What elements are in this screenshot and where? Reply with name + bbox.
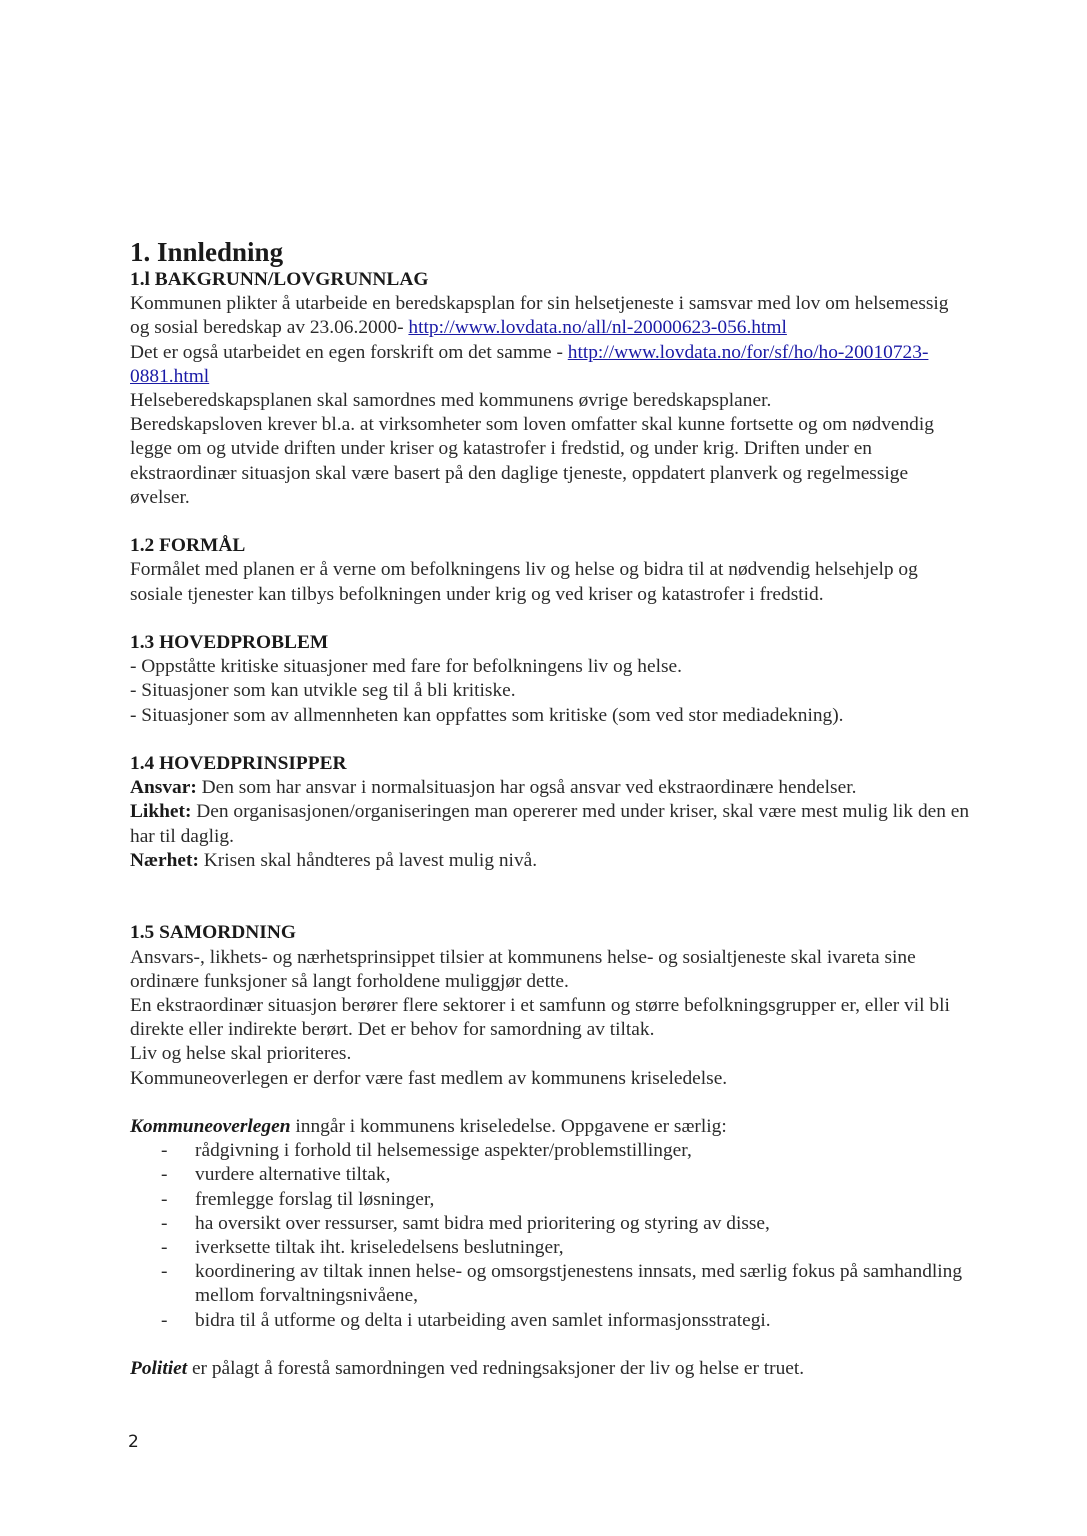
paragraph-text: er pålagt å forestå samordningen ved redningsaksjoner der liv og helse er truet. [187,1358,805,1380]
section-heading: 1.2 FORMÅL [130,535,246,557]
paragraph: En ekstraordinær situasjon berører flere sektorer i et samfunn og større befolkningsgrupper er, eller vil bli direkte eller indirekte berørt. Det er behov for samordning av tiltak. [130,995,950,1041]
section-hovedprinsipper [130,752,970,873]
section-bakgrunn [130,268,970,510]
task-text: fremlegge forslag til løsninger, [195,1188,435,1210]
task-text: bidra til å utforme og delta i utarbeiding aven samlet informasjonsstrategi. [195,1309,771,1331]
task-text: rådgivning i forhold til helsemessige aspekter/problemstillinger, [195,1140,692,1162]
paragraph-text: Det er også utarbeidet en egen forskrift om det samme - [130,341,568,363]
principle-likhet [130,800,970,848]
task-item [130,1309,970,1333]
principle-term: Ansvar: [130,777,197,799]
lovdata-regulation-link[interactable]: http://www.lovdata.no/for/sf/ho/ho-20010723-0881.html [130,341,929,387]
principle-term: Likhet: [130,801,192,823]
task-item [130,1260,970,1308]
principle-text: Den organisasjonen/organiseringen man opererer med under kriser, skal være mest mulig lik den en har til daglig. [130,801,970,847]
paragraph: Kommuneoverlegen er derfor være fast medlem av kommunens kriseledelse. [130,1067,728,1089]
paragraph [130,292,970,340]
task-text: ha oversikt over ressurser, samt bidra med prioritering og styring av disse, [195,1212,770,1234]
list-item: - Situasjoner som kan utvikle seg til å bli kritiske. [130,680,516,702]
task-item [130,1236,970,1260]
paragraph: Liv og helse skal prioriteres. [130,1043,352,1065]
spacer [130,1333,970,1357]
spacer [130,510,970,534]
paragraph-text: Kommunen plikter å utarbeide en beredskapsplan for sin helsetjeneste i samsvar med lov om helsemessig og sosial beredskap av 23.06.2000- [130,293,949,339]
paragraph-text: inngår i kommunens kriseledelse. Oppgavene er særlig: [290,1116,727,1138]
lovdata-law-link[interactable]: http://www.lovdata.no/all/nl-20000623-056.html [408,317,787,339]
task-item [130,1188,970,1212]
principle-term: Nærhet: [130,849,199,871]
politiet-term: Politiet [130,1358,188,1380]
dash-bullet: - [161,1188,168,1210]
principle-text: Den som har ansvar i normalsituasjon har også ansvar ved ekstraordinære hendelser. [196,777,857,799]
dash-bullet: - [161,1212,168,1234]
kommuneoverlegen-term: Kommuneoverlegen [130,1116,291,1138]
spacer [130,728,970,752]
paragraph: Formålet med planen er å verne om befolkningens liv og helse og bidra til at nødvendig helsehjelp og sosiale tjenester kan tilbys befolkningen under krig og ved kriser og katastrofer i fredstid. [130,559,918,605]
section-samordning [130,921,970,1381]
document-page [130,236,970,1381]
section-heading: 1.3 HOVEDPROBLEM [130,632,329,654]
kommuneoverlegen-paragraph [130,1115,970,1139]
principle-ansvar [130,776,970,800]
dash-bullet: - [161,1164,168,1186]
task-text: vurdere alternative tiltak, [195,1164,391,1186]
page-title: 1. Innledning [130,237,284,267]
dash-bullet: - [161,1261,168,1283]
section-heading: 1.4 HOVEDPRINSIPPER [130,753,347,775]
task-text: iverksette tiltak iht. kriseledelsens beslutninger, [195,1237,564,1259]
section-heading: 1.5 SAMORDNING [130,922,296,944]
list-item: - Oppståtte kritiske situasjoner med fare for befolkningens liv og helse. [130,656,682,678]
task-text: koordinering av tiltak innen helse- og omsorgstjenestens innsats, med særlig fokus på samhandling mellom forvaltningsnivåene, [195,1261,963,1307]
spacer [130,607,970,631]
section-hovedproblem [130,631,970,728]
section-formal [130,534,970,607]
task-item [130,1139,970,1163]
dash-bullet: - [161,1309,168,1331]
principle-text: Krisen skal håndteres på lavest mulig nivå. [198,849,538,871]
dash-bullet: - [161,1140,168,1162]
dash-bullet: - [161,1237,168,1259]
page-number: 2 [128,1432,139,1452]
paragraph: Helseberedskapsplanen skal samordnes med kommunens øvrige beredskapsplaner. [130,390,772,412]
principle-naerhet [130,849,970,873]
task-item [130,1163,970,1187]
spacer [130,873,970,921]
task-item [130,1212,970,1236]
paragraph [130,341,970,389]
paragraph: Beredskapsloven krever bl.a. at virksomheter som loven omfatter skal kunne fortsette og om nødvendig legge om og utvide driften under kriser og katastrofer i fredstid, og under krig. Driften under en ekstraordinær situasjon skal være basert på den daglige tjeneste, oppdatert planverk og regelmessige øvelser. [130,414,934,508]
spacer [130,1091,970,1115]
list-item: - Situasjoner som av allmennheten kan oppfattes som kritiske (som ved stor mediadekning). [130,704,844,726]
section-heading: 1.l BAKGRUNN/LOVGRUNNLAG [130,269,429,290]
paragraph: Ansvars-, likhets- og nærhetsprinsippet tilsier at kommunens helse- og sosialtjeneste skal ivareta sine ordinære funksjoner så langt forholdene muliggjør dette. [130,946,916,992]
politiet-paragraph [130,1357,970,1381]
task-list [130,1139,970,1333]
